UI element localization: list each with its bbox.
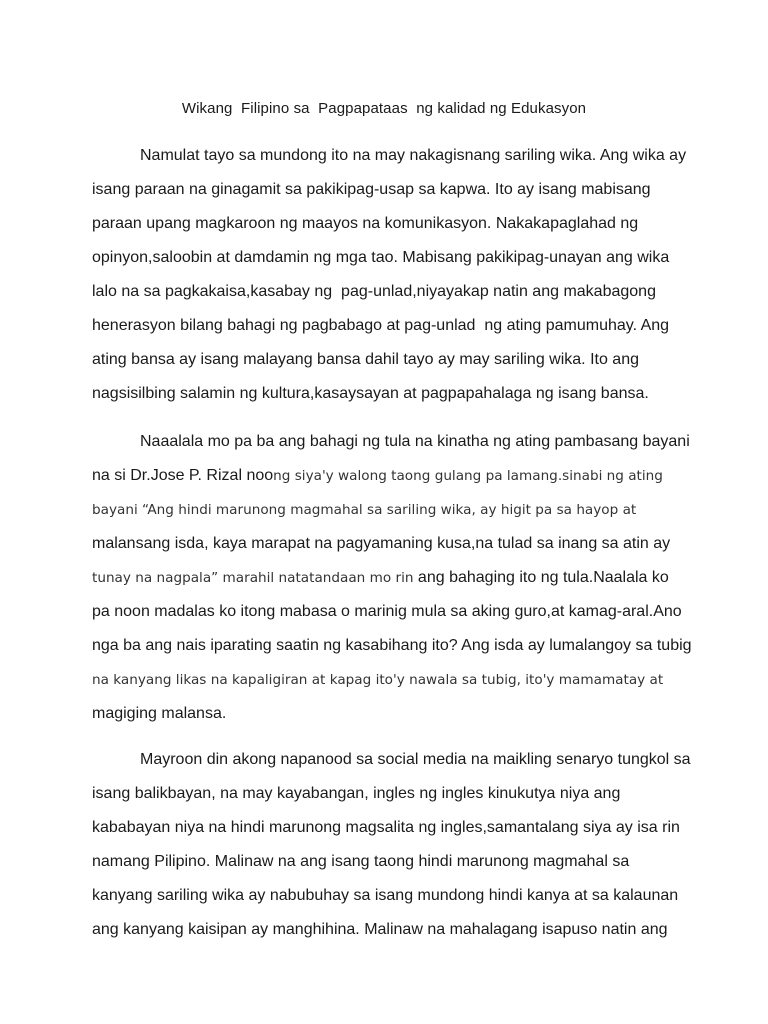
text-line <box>92 670 663 690</box>
text-line <box>92 784 620 804</box>
text-line <box>92 384 649 404</box>
text-segment: na si Dr.Jose P. Rizal noo <box>92 467 274 484</box>
text-segment: henerasyon bilang bahagi ng pagbabago at pag-unlad ng ating pamumuhay. Ang <box>92 317 670 334</box>
text-segment: na kanyang likas na kapaligiran at kapag ito'y nawala sa tubig, ito'y mamamatay at <box>92 672 664 688</box>
text-line <box>92 350 639 370</box>
text-segment: nagsisilbing salamin ng kultura,kasaysayan at pagpapahalaga ng isang bansa. <box>92 385 649 402</box>
text-segment: ang kanyang kaisipan ay manghihina. Malinaw na mahalagang isapuso natin ang <box>92 921 668 938</box>
text-line <box>92 466 663 486</box>
text-line <box>140 750 691 770</box>
text-segment: isang balikbayan, na may kayabangan, ingles ng ingles kinukutya niya ang <box>92 785 621 802</box>
text-line <box>92 886 678 906</box>
text-segment: nga ba ang nais iparating saatin ng kasabihang ito? Ang isda ay lumalangoy sa tubig <box>92 637 692 654</box>
text-segment: Naaalala mo pa ba ang bahagi ng tula na kinatha ng ating pambasang bayani <box>140 433 690 450</box>
text-segment: paraan upang magkaroon ng maayos na komunikasyon. Nakakapaglahad ng <box>92 215 639 232</box>
text-segment: magiging malansa. <box>92 705 227 722</box>
text-segment: opinyon,saloobin at damdamin ng mga tao. Mabisang pakikipag-unayan ang wika <box>92 249 670 266</box>
text-segment: kababayan niya na hindi marunong magsalita ng ingles,samantalang siya ay isa rin <box>92 819 680 836</box>
text-segment: bayani “Ang hindi marunong magmahal sa sariling wika, ay higit pa sa hayop at <box>92 502 637 518</box>
text-line <box>92 852 629 872</box>
text-segment: ating bansa ay isang malayang bansa dahil tayo ay may sariling wika. Ito ang <box>92 351 639 368</box>
text-line <box>92 818 680 838</box>
text-line <box>92 920 668 940</box>
text-line <box>92 282 656 302</box>
text-line <box>92 214 638 234</box>
document-title: Wikang Filipino sa Pagpapataas ng kalidad ng Edukasyon <box>181 100 587 117</box>
text-line <box>92 704 226 724</box>
text-line <box>92 568 669 588</box>
text-segment: kanyang sariling wika ay nabubuhay sa isang mundong hindi kanya at sa kalaunan <box>92 887 679 904</box>
text-segment: Mayroon din akong napanood sa social media na maikling senaryo tungkol sa <box>140 751 691 768</box>
text-line <box>140 432 690 452</box>
text-line <box>92 316 669 336</box>
text-segment: Namulat tayo sa mundong ito na may nakagisnang sariling wika. Ang wika ay <box>140 147 687 164</box>
text-segment: malansang isda, kaya marapat na pagyamaning kusa,na tulad sa inang sa atin ay <box>92 535 671 552</box>
text-line <box>92 636 692 656</box>
text-line <box>92 180 651 200</box>
text-segment: isang paraan na ginagamit sa pakikipag-usap sa kapwa. Ito ay isang mabisang <box>92 181 651 198</box>
text-segment: namang Pilipino. Malinaw na ang isang taong hindi marunong magmahal sa <box>92 853 630 870</box>
text-segment: tunay na nagpala” marahil natatandaan mo rin <box>92 570 414 586</box>
text-line <box>92 534 670 554</box>
text-segment: ang bahaging ito ng tula.Naalala ko <box>413 569 669 586</box>
text-segment: pa noon madalas ko itong mabasa o marinig mula sa aking guro,at kamag-aral.Ano <box>92 603 682 620</box>
text-line <box>92 248 669 268</box>
text-segment: ng siya'y walong taong gulang pa lamang.sinabi ng ating <box>273 468 663 484</box>
text-segment: lalo na sa pagkakaisa,kasabay ng pag-unlad,niyayakap natin ang makabagong <box>92 283 656 300</box>
text-line <box>92 602 682 622</box>
text-line <box>140 146 686 166</box>
text-line <box>92 500 636 520</box>
